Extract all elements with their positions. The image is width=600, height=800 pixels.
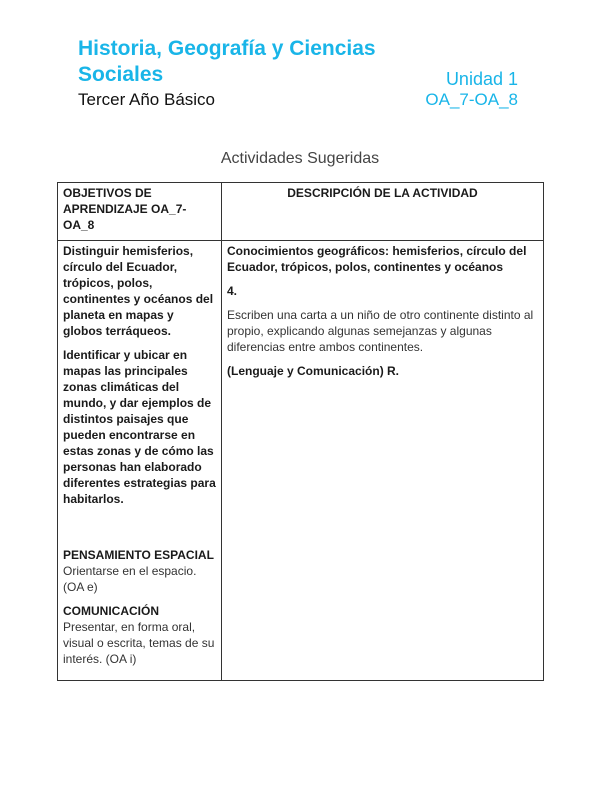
subject-title-line2-row <box>78 62 520 88</box>
header-objectives: OBJETIVOS DE APRENDIZAJE OA_7-OA_8 <box>58 183 222 241</box>
objective-item: Distinguir hemisferios, círculo del Ecuador, trópicos, polos, continentes y océanos del planeta en mapas y globos terráqueos. <box>63 244 214 338</box>
objective-item: Identificar y ubicar en mapas las principales zonas climáticas del mundo, y dar ejemplos de distintos paisajes que pueden encontrarse en estas zonas y de cómo las personas han elaborado diferentes estrategias para habitarlos. <box>63 348 216 506</box>
skill-text: Orientarse en el espacio. (OA e) <box>63 564 197 594</box>
skill-text: Presentar, en forma oral, visual o escrita, temas de su interés. (OA i) <box>63 620 215 666</box>
activity-text: Escriben una carta a un niño de otro continente distinto al propio, explicando algunas semejanzas y algunas diferencias entre ambos continentes. <box>227 308 534 354</box>
oa-codes-label: OA_7-OA_8 <box>425 90 518 109</box>
activities-table <box>57 182 544 681</box>
skill-title: COMUNICACIÓN <box>63 604 159 618</box>
skill-title: PENSAMIENTO ESPACIAL <box>63 548 214 562</box>
subject-title-line1: Historia, Geografía y Ciencias <box>78 37 376 60</box>
header-description: DESCRIPCIÓN DE LA ACTIVIDAD <box>222 183 544 241</box>
objectives-cell <box>58 241 222 681</box>
description-cell <box>222 241 544 681</box>
grade-row <box>78 88 520 112</box>
grade-label: Tercer Año Básico <box>78 90 216 109</box>
subject-title-line2: Sociales <box>78 63 164 86</box>
table-row <box>58 241 544 681</box>
activity-title: Conocimientos geográficos: hemisferios, círculo del Ecuador, trópicos, polos, continentes y océanos <box>227 244 527 274</box>
unit-label: Unidad 1 <box>445 69 518 89</box>
document-header <box>78 36 520 112</box>
section-heading: Actividades Sugeridas <box>220 150 380 167</box>
activity-number: 4. <box>227 284 238 298</box>
activity-note: (Lenguaje y Comunicación) R. <box>227 364 400 378</box>
table-header-row <box>58 183 544 241</box>
